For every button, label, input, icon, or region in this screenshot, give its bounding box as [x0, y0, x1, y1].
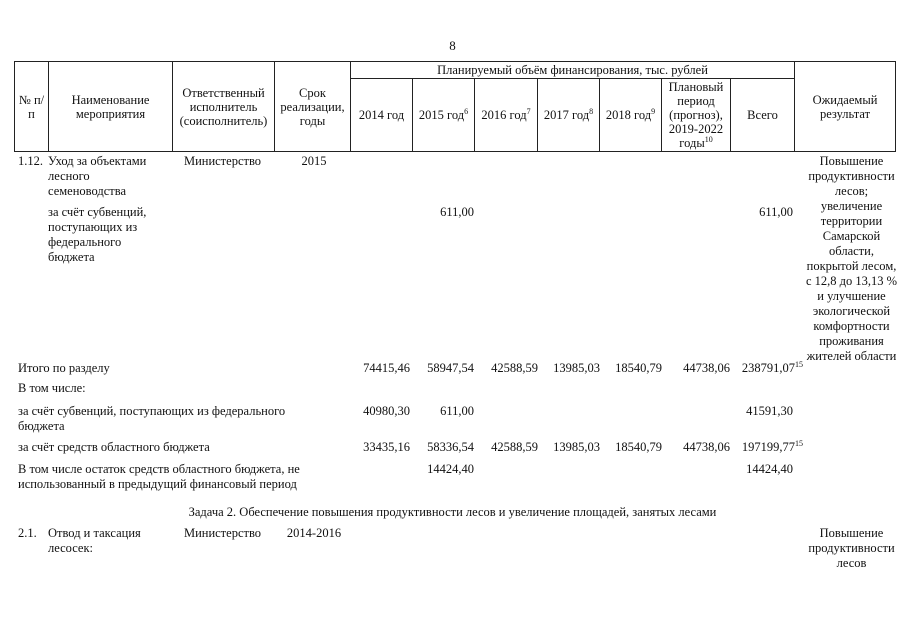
row-2-1-num: 2.1.	[18, 526, 37, 540]
total-label: Итого по разделу	[18, 361, 110, 375]
row-1-12-name: Уход за объектами лесного семеноводства	[48, 154, 147, 198]
header-name: Наименование мероприятия	[49, 62, 173, 152]
header-term: Срок реализации, годы	[275, 62, 351, 152]
federal-total: 41591,30	[746, 404, 793, 418]
total-plan: 44738,06	[683, 361, 730, 375]
row-1-12-responsible: Министерство	[183, 154, 262, 168]
row-2-1-responsible: Министерство	[183, 526, 262, 540]
regional-plan: 44738,06	[683, 440, 730, 454]
task-2-heading: Задача 2. Обеспечение повышения продуктивности лесов и увеличение площадей, занятых лесами	[188, 505, 717, 519]
row-2-1-name: Отвод и таксация лесосек:	[48, 526, 141, 555]
federal-2015: 611,00	[440, 404, 474, 418]
federal-2014: 40980,30	[363, 404, 410, 418]
regional-label: за счёт средств областного бюджета	[18, 440, 210, 454]
remainder-2015: 14424,40	[427, 462, 474, 476]
table-header	[14, 61, 896, 152]
header-plan: Плановый период (прогноз), 2019-2022 годы$^{10}$	[662, 79, 731, 152]
row-2-1-term: 2014-2016	[286, 526, 342, 540]
regional-2014: 33435,16	[363, 440, 410, 454]
row-1-12-2015: 611,00	[440, 205, 474, 219]
total-2015: 58947,54	[427, 361, 474, 375]
header-2017: 2017 год$^8$	[538, 79, 600, 152]
total-2014: 74415,46	[363, 361, 410, 375]
row-1-12-sub-label: за счёт субвенций, поступающих из федерального бюджета	[48, 205, 147, 264]
row-1-12-result: Повышение продуктивности лесов; увеличение территории Самарской области, покрытой лесом, с 12,8 до 13,13 % и улучшение экологической комфортности проживания жителей области	[805, 154, 898, 363]
federal-label: за счёт субвенций, поступающих из федерального бюджета	[18, 404, 286, 433]
regional-2017: 13985,03	[553, 440, 600, 454]
header-2016: 2016 год$^7$	[475, 79, 538, 152]
in-that-number-label: В том числе:	[18, 381, 86, 395]
total-2018: 18540,79	[615, 361, 662, 375]
row-1-12-term: 2015	[301, 154, 327, 168]
total-2017: 13985,03	[553, 361, 600, 375]
regional-total: 197199,77$^{15}$	[741, 439, 803, 454]
header-total: Всего	[731, 79, 795, 152]
header-2018: 2018 год$^9$	[600, 79, 662, 152]
regional-2015: 58336,54	[427, 440, 474, 454]
regional-2016: 42588,59	[491, 440, 538, 454]
header-financing: Планируемый объём финансирования, тыс. рублей	[351, 62, 795, 79]
total-2016: 42588,59	[491, 361, 538, 375]
regional-2018: 18540,79	[615, 440, 662, 454]
row-1-12-num: 1.12.	[18, 154, 43, 168]
page-number: 8	[449, 38, 456, 53]
header-2014: 2014 год	[351, 79, 413, 152]
header-result: Ожидаемый результат	[795, 62, 896, 152]
total-sum: 238791,07$^{15}$	[741, 360, 803, 375]
header-responsible: Ответственный исполнитель (соисполнитель)	[173, 62, 275, 152]
row-1-12-total: 611,00	[759, 205, 793, 219]
remainder-total: 14424,40	[746, 462, 793, 476]
row-2-1-result: Повышение продуктивности лесов	[808, 526, 895, 570]
header-2015: 2015 год$^6$	[413, 79, 475, 152]
header-num: № п/п	[15, 62, 49, 152]
remainder-label: В том числе остаток средств областного бюджета, не использованный в предыдущий финансовый период	[18, 462, 300, 491]
